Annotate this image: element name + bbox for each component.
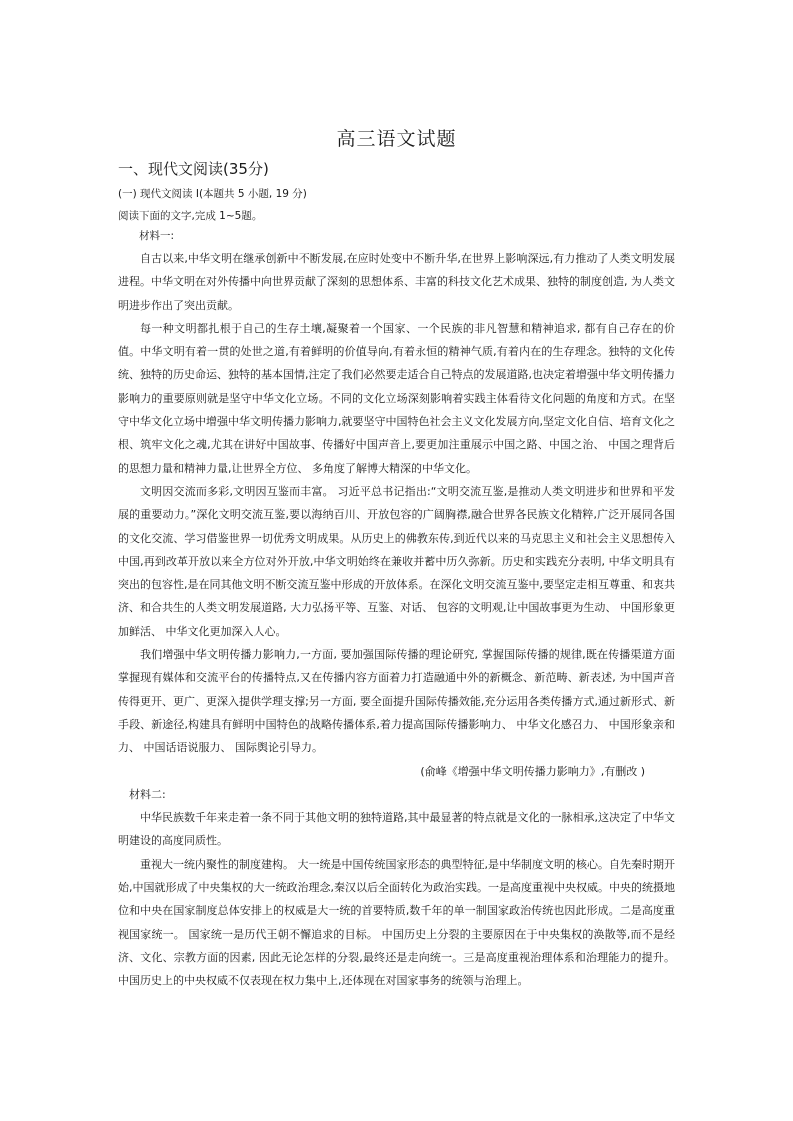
material1-paragraph: 我们增强中华文明传播力影响力,一方面, 要加强国际传播的理论研究, 掌握国际传播的规律,既在传播渠道方面掌握现有媒体和交流平台的传播特点,又在传播内容方面着力打造融通中外的新概念、新范畴、新表述, 为中国声音传得更开、更广、更深入提供学理支撑;另一方面, 要全面提升国际传播效能,充分运用各类传播方式,通过新形式、新手段、新途径,构建具有鲜明中国特色的战略传播体系,着力提高国际传播影响力、 中华文化感召力、 中国形象亲和力、 中国话语说服力、 国际舆论引导力。 <box>118 648 675 755</box>
material1-source: (俞峰《增强中华文明传播力影响力》,有删改 ) <box>420 764 645 778</box>
material1-paragraph: 文明因交流而多彩,文明因互鉴而丰富。 习近平总书记指出:“文明交流互鉴,是推动人类文明进步和世界和平发展的重要动力。”深化文明交流互鉴,要以海纳百川、开放包容的广阔胸襟,融合世界各民族文化精粹,广泛开展同各国的文化交流、学习借鉴世界一切优秀文明成果。从历史上的佛教东传,到近代以来的马克思主义和社会主义思想传入中国,再到改革开放以来全方位对外开放,中华文明始终在兼收并蓄中历久弥新。历史和实践充分表明, 中华文明具有突出的包容性,是在同其他文明不断交流互鉴中形成的开放体系。在深化文明交流互鉴中,要坚定走相互尊重、和衷共济、和合共生的人类文明发展道路, 大力弘扬平等、互鉴、对话、 包容的文明观,让中国故事更为生动、 中国形象更加鲜活、 中华文化更加深入人心。 <box>118 484 675 638</box>
instruction: 阅读下面的文字,完成 1~5题。 <box>118 210 263 222</box>
material1-paragraph: 每一种文明都扎根于自己的生存土壤,凝聚着一个国家、一个民族的非凡智慧和精神追求, 都有自己存在的价值。中华文明有着一贯的处世之道,有着鲜明的价值导向,有着永恒的精神气质,有着内在的生存理念。独特的文化传统、独特的历史命运、独特的基本国情,注定了我们必然要走适合自己特点的发展道路,也决定着增强中华文明传播力影响力的重要原则就是坚守中华文化立场。不同的文化立场深刻影响着实践主体看待文化问题的角度和方式。在坚守中华文化立场中增强中华文明传播力影响力,就要坚守中国特色社会主义文化发展方向,坚定文化自信、培育文化之根、筑牢文化之魂,尤其在讲好中国故事、传播好中国声音上,要更加注重展示中国之路、中国之治、 中国之理背后的思想力量和精神力量,让世界全方位、 多角度了解博大精深的中华文化。 <box>118 321 675 475</box>
material1-label: 材料一: <box>139 230 175 242</box>
page-title: 高三语文试题 <box>336 128 457 150</box>
sub-heading: (一) 现代文阅读 I(本题共 5 小题, 19 分) <box>118 188 307 200</box>
passage-body <box>118 247 675 993</box>
material2-paragraph: 重视大一统内聚性的制度建构。 大一统是中国传统国家形态的典型特征,是中华制度文明的核心。自先秦时期开始,中国就形成了中央集权的大一统政治理念,秦汉以后全面转化为政治实践。一是高度重视中央权威。中央的统摄地位和中央在国家制度总体安排上的权威是大一统的首要特质,数千年的单一制国家政治传统也因此形成。二是高度重视国家统一。 国家统一是历代王朝不懈追求的目标。 中国历史上分裂的主要原因在于中央集权的涣散等,而不是经济、文化、宗教方面的因素, 因此无论怎样的分裂,最终还是走向统一。三是高度重视治理体系和治理能力的提升。中国历史上的中央权威不仅表现在权力集中上,还体现在对国家事务的统领与治理上。 <box>118 857 675 988</box>
material2-label: 材料二: <box>129 787 166 801</box>
section-heading: 一、现代文阅读(35分) <box>118 160 269 178</box>
material2-paragraph: 中华民族数千年来走着一条不同于其他文明的独特道路,其中最显著的特点就是文化的一脉相承,这决定了中华文明建设的高度同质性。 <box>118 811 675 848</box>
material1-paragraph: 自古以来,中华文明在继承创新中不断发展,在应时处变中不断升华,在世界上影响深远,有力推动了人类文明发展进程。中华文明在对外传播中向世界贡献了深刻的思想体系、丰富的科技文化艺术成果、独特的制度创造, 为人类文明进步作出了突出贡献。 <box>118 252 675 312</box>
